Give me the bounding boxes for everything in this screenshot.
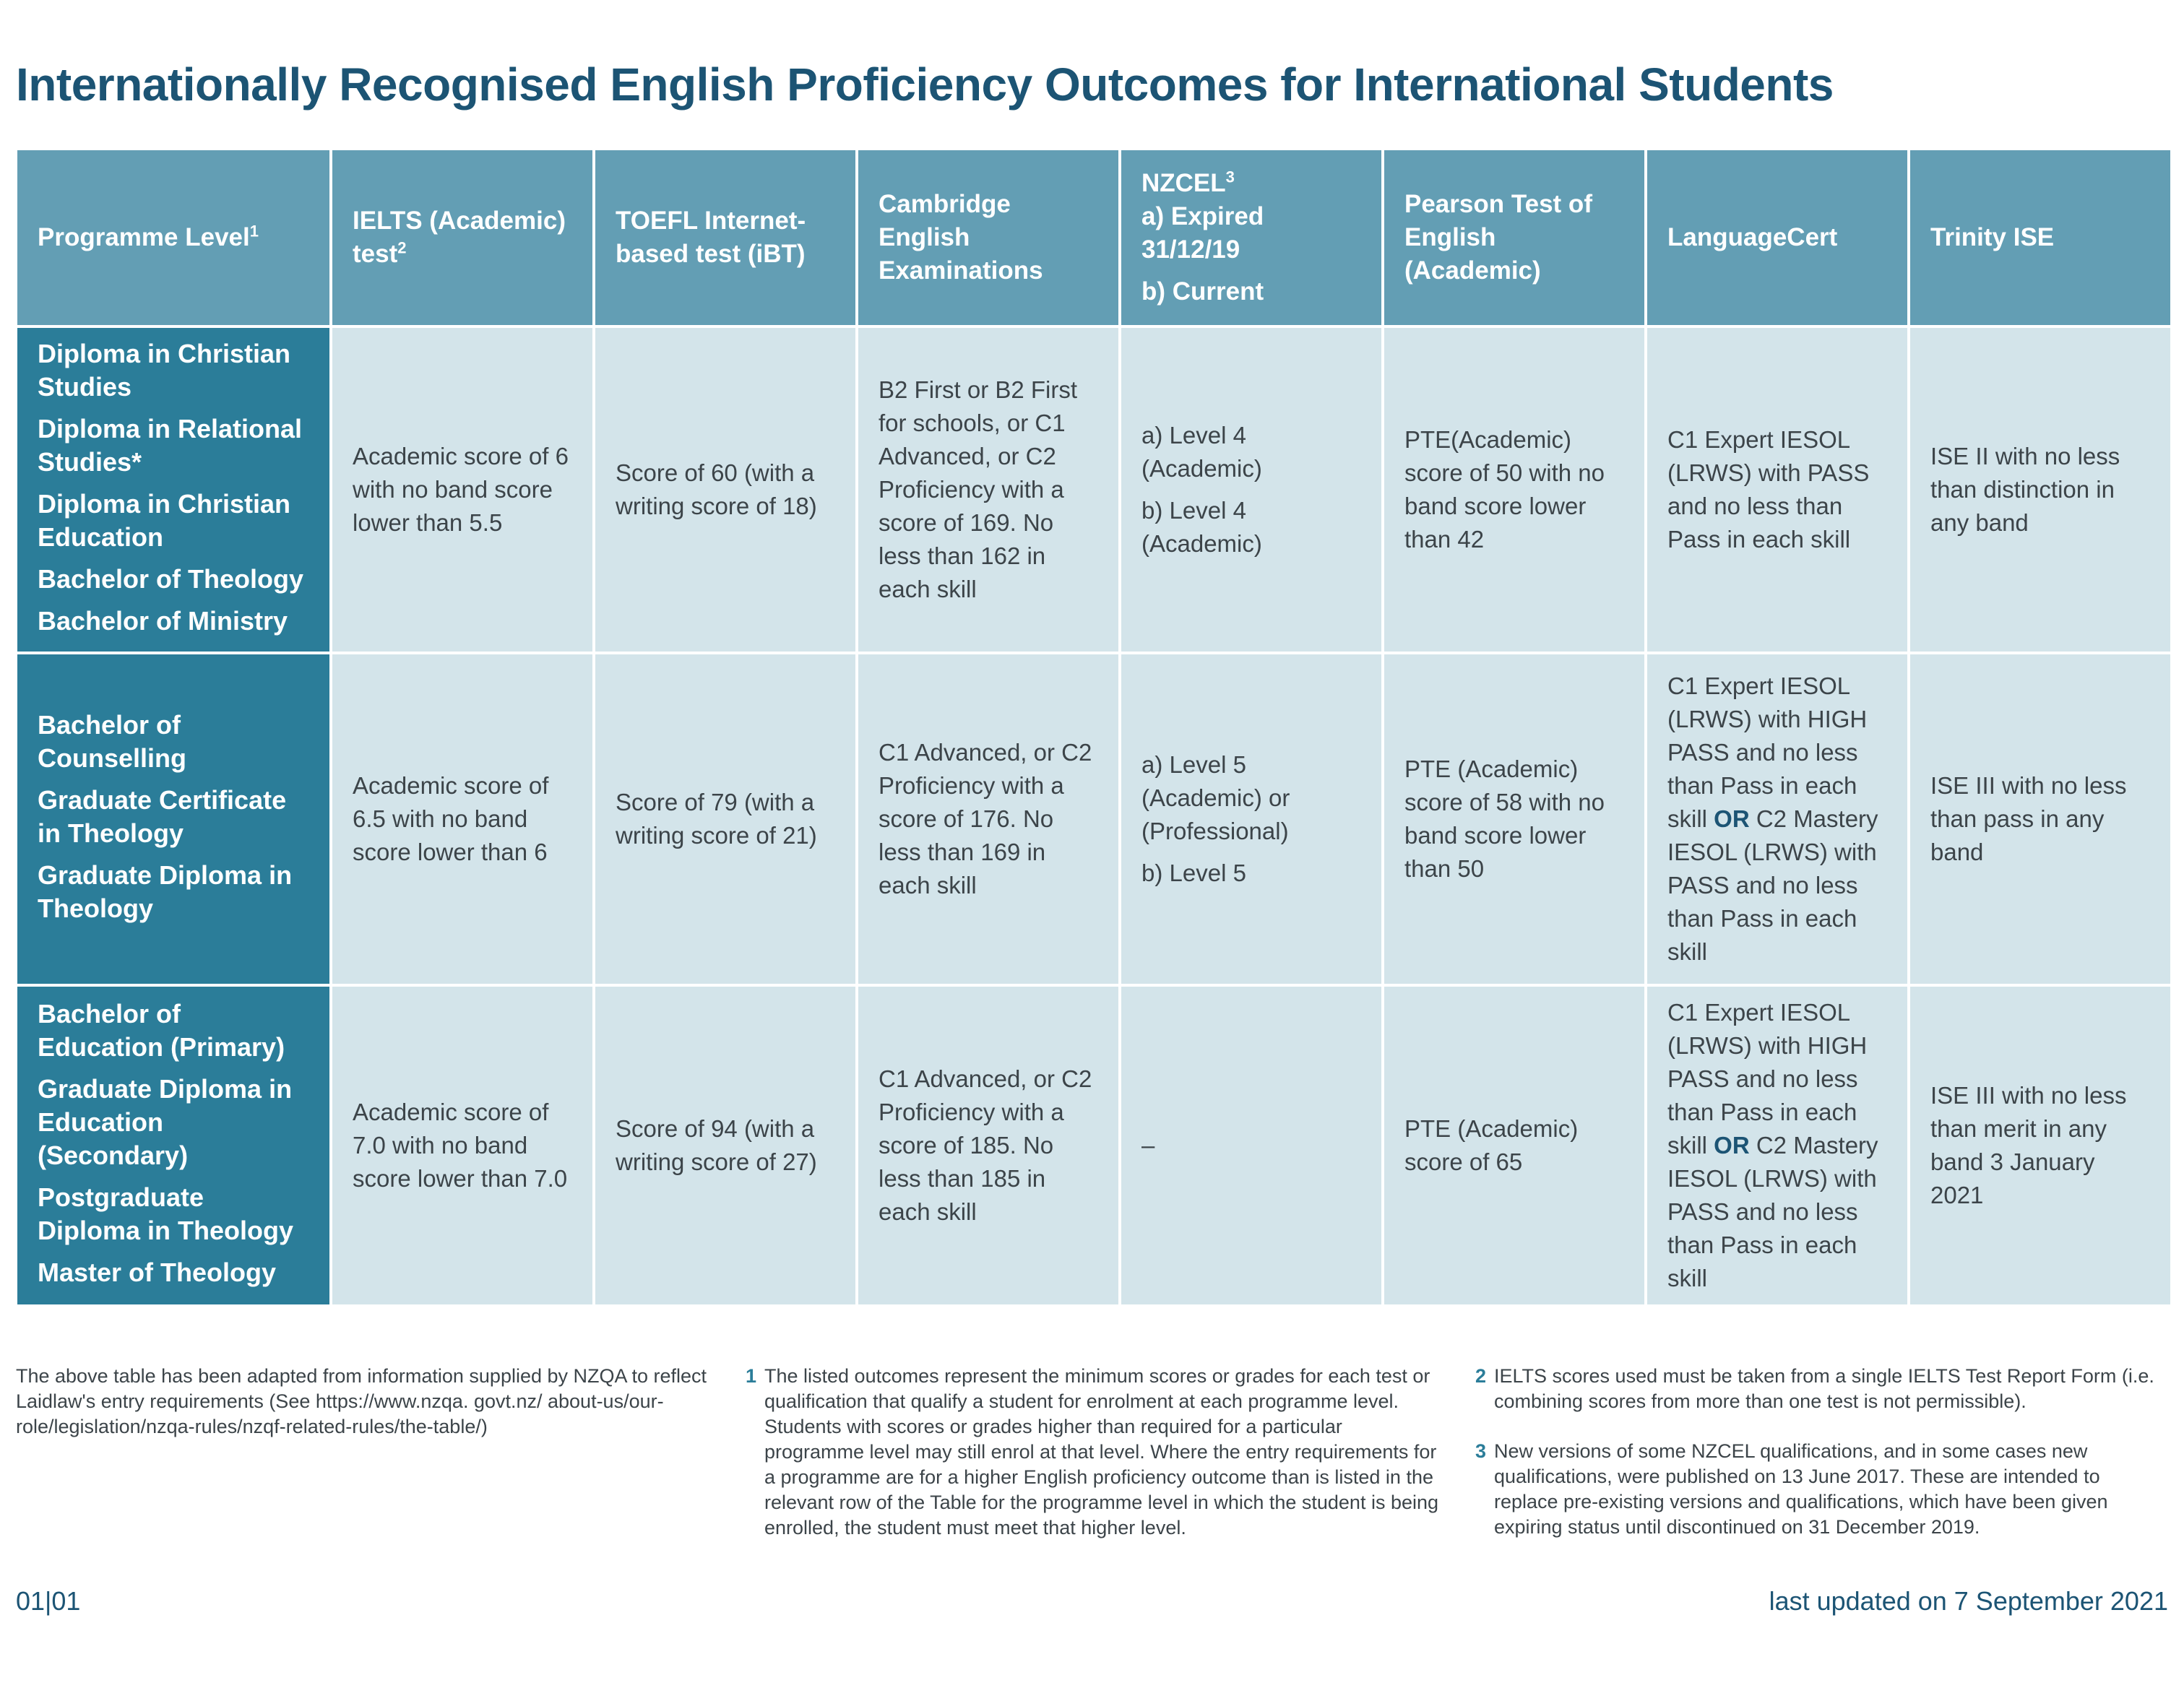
trinity-cell: ISE III with no less than pass in any band: [1909, 653, 2172, 985]
pearson-cell: PTE (Academic) score of 65: [1383, 985, 1646, 1306]
page-title: Internationally Recognised English Proficiency Outcomes for International Students: [16, 59, 1834, 111]
header-languagecert: LanguageCert: [1646, 149, 1909, 326]
or-keyword: OR: [1714, 805, 1750, 832]
ielts-cell: Academic score of 6 with no band score lower than 5.5: [331, 326, 594, 653]
nzcel-cell: a) Level 4 (Academic) b) Level 4 (Academic): [1120, 326, 1383, 653]
programme-name: Bachelor of Counselling: [38, 710, 186, 773]
header-programme-level: Programme Level$^1$: [16, 149, 331, 326]
programme-name: Diploma in Relational Studies*: [38, 414, 303, 477]
programme-name: Bachelor of Education (Primary): [38, 999, 285, 1062]
ielts-cell: Academic score of 7.0 with no band score lower than 7.0: [331, 985, 594, 1306]
programme-level-cell: [16, 326, 331, 653]
languagecert-cell: C1 Expert IESOL (LRWS) with HIGH PASS and no less than Pass in each skill OR C2 Mastery IESOL (LRWS) with PASS and no less than Pass in each skill: [1646, 653, 1909, 985]
table-row: [16, 653, 2172, 985]
programme-level-cell: [16, 985, 331, 1306]
trinity-cell: ISE III with no less than merit in any band 3 January 2021: [1909, 985, 2172, 1306]
programme-name: Bachelor of Ministry: [38, 606, 288, 636]
table-header-row: [16, 149, 2172, 326]
programme-name: Graduate Diploma in Education (Secondary): [38, 1074, 293, 1170]
table-row: [16, 326, 2172, 653]
programme-name: Postgraduate Diploma in Theology: [38, 1182, 294, 1245]
cambridge-cell: C1 Advanced, or C2 Proficiency with a score of 176. No less than 169 in each skill: [857, 653, 1120, 985]
nzcel-cell: a) Level 5 (Academic) or (Professional) b) Level 5: [1120, 653, 1383, 985]
header-trinity: Trinity ISE: [1909, 149, 2172, 326]
header-toefl: TOEFL Internet-based test (iBT): [594, 149, 857, 326]
footnote-3: 3 New versions of some NZCEL qualifications, and in some cases new qualifications, were published on 13 June 2017. These are intended to replace pre-existing versions and qualifications, which have been given expiring status until discontinued on 31 December 2019.: [1475, 1440, 2108, 1538]
footnote-2: 2 IELTS scores used must be taken from a single IELTS Test Report Form (i.e. combining scores from more than one test is not permissible).: [1475, 1365, 2154, 1412]
header-pearson: Pearson Test of English (Academic): [1383, 149, 1646, 326]
languagecert-cell: C1 Expert IESOL (LRWS) with HIGH PASS and no less than Pass in each skill OR C2 Mastery IESOL (LRWS) with PASS and no less than Pass in each skill: [1646, 985, 1909, 1306]
programme-name: Graduate Diploma in Theology: [38, 860, 293, 923]
trinity-cell: ISE II with no less than distinction in any band: [1909, 326, 2172, 653]
header-nzcel: NZCEL$^3$ a) Expired 31/12/19 b) Current: [1120, 149, 1383, 326]
proficiency-table-wrapper: [14, 147, 2170, 1307]
programme-name: Diploma in Christian Education: [38, 489, 291, 552]
footnote-number: 1: [746, 1365, 757, 1387]
footnote-number: 2: [1475, 1365, 1487, 1387]
pearson-cell: PTE(Academic) score of 50 with no band score lower than 42: [1383, 326, 1646, 653]
nzcel-cell: –: [1120, 985, 1383, 1306]
or-keyword: OR: [1714, 1132, 1750, 1159]
header-cambridge: Cambridge English Examinations: [857, 149, 1120, 326]
ielts-cell: Academic score of 6.5 with no band score lower than 6: [331, 653, 594, 985]
source-note: The above table has been adapted from information supplied by NZQA to reflect Laidlaw's entry requirements (See https://www.nzqa. govt.nz/ about-us/our-role/legislation/nzqa-rules/nzqf-related-rules/the-table/): [16, 1365, 707, 1437]
programme-name: Master of Theology: [38, 1258, 277, 1287]
footnote-number: 3: [1475, 1440, 1487, 1462]
cambridge-cell: B2 First or B2 First for schools, or C1 Advanced, or C2 Proficiency with a score of 169. No less than 162 in each skill: [857, 326, 1120, 653]
footnote-1: 1 The listed outcomes represent the minimum scores or grades for each test or qualification that qualify a student for enrolment at each programme level. Students with scores or grades higher than required for a particular programme level may still enrol at that level. Where the entry requirements for a programme are for a higher English proficiency outcome than is listed in the relevant row of the Table for the programme level in which the student is being enrolled, the student must meet that higher level.: [746, 1365, 1439, 1538]
programme-level-cell: [16, 653, 331, 985]
cambridge-cell: C1 Advanced, or C2 Proficiency with a score of 185. No less than 185 in each skill: [857, 985, 1120, 1306]
programme-name: Diploma in Christian Studies: [38, 339, 291, 402]
programme-name: Bachelor of Theology: [38, 564, 304, 594]
last-updated: last updated on 7 September 2021: [1769, 1586, 2168, 1616]
footnotes-column: [1475, 1364, 2169, 1564]
pearson-cell: PTE (Academic) score of 58 with no band score lower than 50: [1383, 653, 1646, 985]
table-row: [16, 985, 2172, 1306]
page-number: 01|01: [16, 1586, 81, 1616]
toefl-cell: Score of 79 (with a writing score of 21): [594, 653, 857, 985]
toefl-cell: Score of 60 (with a writing score of 18): [594, 326, 857, 653]
header-ielts: IELTS (Academic) test$^2$: [331, 149, 594, 326]
proficiency-table: [14, 147, 2173, 1307]
languagecert-cell: C1 Expert IESOL (LRWS) with PASS and no less than Pass in each skill: [1646, 326, 1909, 653]
footnotes-column: [746, 1364, 1439, 1565]
programme-name: Graduate Certificate in Theology: [38, 785, 287, 848]
toefl-cell: Score of 94 (with a writing score of 27): [594, 985, 857, 1306]
